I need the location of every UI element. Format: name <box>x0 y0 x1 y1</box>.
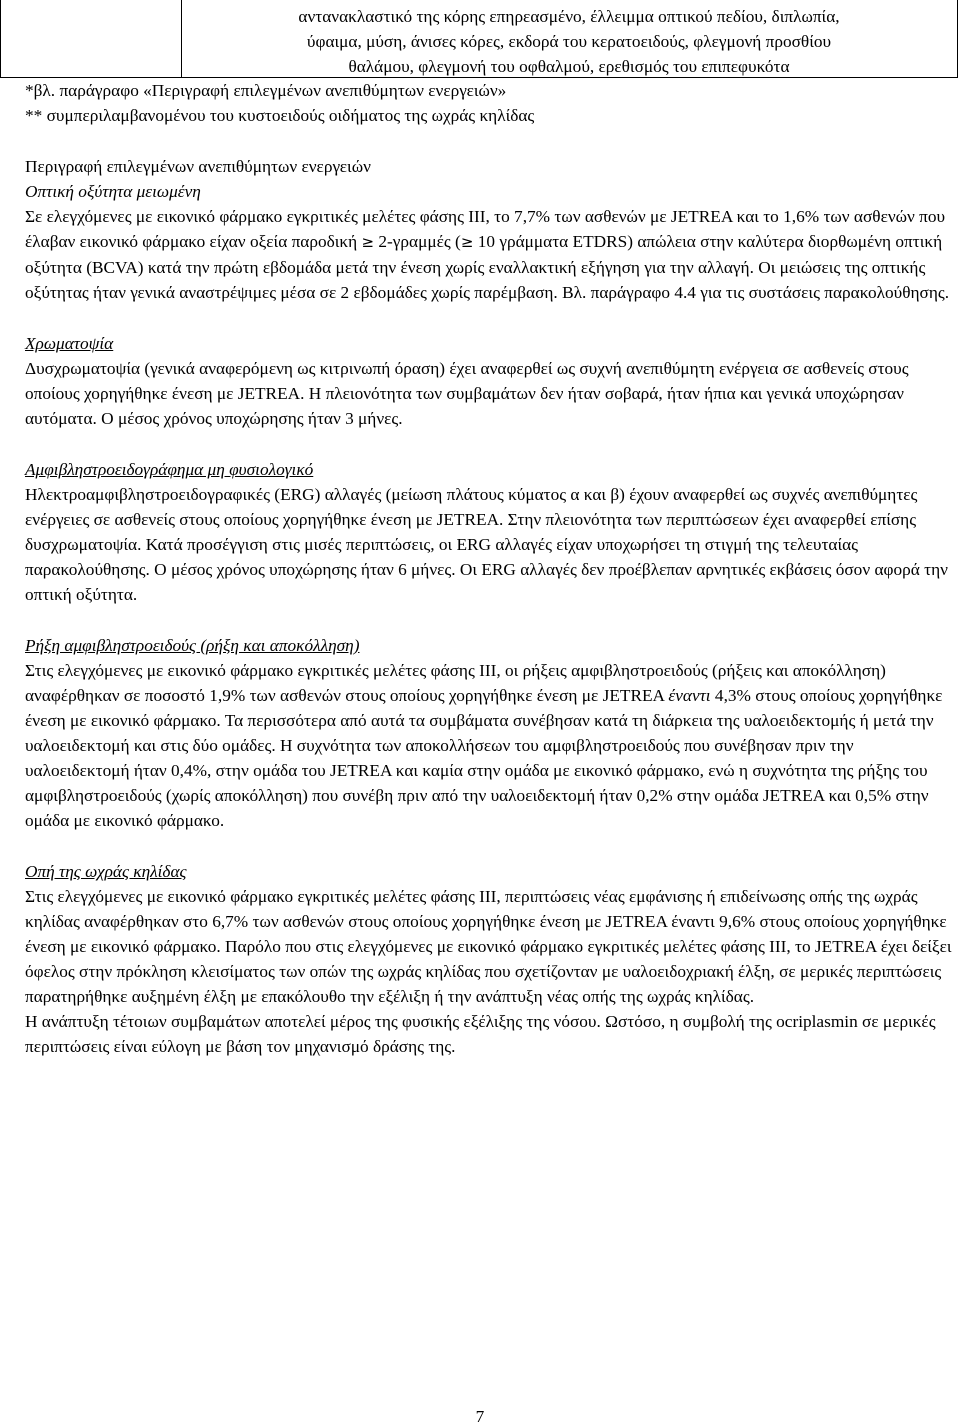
erg-section <box>25 457 957 607</box>
page-number: 7 <box>475 1407 485 1426</box>
visual-acuity-text-1: Σε ελεγχόμενες με εικονικό φάρμακο εγκριτικές μελέτες φάσης ΙΙΙ, το 7,7% των ασθενών με JETREA και το 1,6% των ασθενών που έλαβαν εικονικό φάρμακο είχαν οξεία παροδική <box>25 207 946 251</box>
visual-acuity-text-2: 2-γραμμές ( <box>374 232 461 251</box>
erg-title: Αμφιβληστροειδογράφημα μη φυσιολογικό <box>25 460 314 479</box>
visual-acuity-text-3: 10 γράμματα ETDRS) απώλεια στην καλύτερα διορθωμένη οπτική οξύτητα (BCVA) κατά την πρώτη εβδομάδα μετά την ένεση χωρίς εναλλακτική εξήγηση για την αλλαγή. Οι μειώσεις της οπτικής οξύτητας ήταν γενικά αναστρέψιμες μέσα σε 2 εβδομάδες χωρίς παρέμβαση. Βλ. παράγραφο 4.4 για τις συστάσεις παρακολούθησης. <box>25 232 950 302</box>
chromatopsia-title: Χρωματοψία <box>25 334 114 353</box>
document-body <box>25 78 957 1059</box>
footnote-1: *βλ. παράγραφο «Περιγραφή επιλεγμένων ανεπιθύμητων ενεργειών» <box>25 81 507 100</box>
erg-paragraph: Ηλεκτροαμφιβληστροειδογραφικές (ERG) αλλαγές (μείωση πλάτους κύματος α και β) έχουν αναφερθεί ως συχνές ανεπιθύμητες ενέργειες σε ασθενείς στους οποίους χορηγήθηκε ένεση με JETREA. Στην πλειονότητα των περιπτώσεων έχει αναφερθεί επίσης δυσχρωματοψία. Κατά προσέγγιση στις μισές περιπτώσεις, οι ERG αλλαγές είχαν υποχωρήσει τη στιγμή της τελευταίας παρακολούθησης. Ο μέσος χρόνος υποχώρησης ήταν 6 μήνες. Οι ERG αλλαγές δεν προέβλεπαν αρνητικές εκβάσεις όσον αφορά την οπτική οξύτητα. <box>25 485 948 604</box>
greater-equal-symbol: ≥ <box>460 233 474 251</box>
retinal-tear-title: Ρήξη αμφιβληστροειδούς (ρήξη και αποκόλληση) <box>25 636 360 655</box>
chromatopsia-section <box>25 331 957 431</box>
macular-hole-section <box>25 859 957 1059</box>
macular-hole-title: Οπή της ωχράς κηλίδας <box>25 862 187 881</box>
visual-acuity-paragraph <box>25 204 957 305</box>
visual-acuity-title: Οπτική οξύτητα μειωμένη <box>25 182 201 201</box>
retinal-tear-italic: έναντι <box>668 686 711 705</box>
retinal-tear-paragraph <box>25 658 957 833</box>
footnote-2: ** συμπεριλαμβανομένου του κυστοειδούς οιδήματος της ωχράς κηλίδας <box>25 106 535 125</box>
retinal-tear-text-2: 4,3% στους οποίους χορηγήθηκε ένεση με εικονικό φάρμακο. Τα περισσότερα από αυτά τα συμβάματα συνέβησαν κατά τη διάρκεια της υαλοειδεκτομής ή μετά την υαλοειδεκτομή και στις δύο ομάδες. Η συχνότητα των αποκολλήσεων του αμφιβληστροειδούς που συνέβησαν πριν την υαλοειδεκτομή ήταν 0,4%, στην ομάδα του JETREA και καμία στην ομάδα με εικονικό φάρμακο, ενώ η συχνότητα της ρήξης του αμφιβληστροειδούς (χωρίς αποκόλληση) που συνέβη πριν από την υαλοειδεκτομή ήταν 0,2% στην ομάδα JETREA και 0,5% στην ομάδα με εικονικό φάρμακο. <box>25 686 943 830</box>
retinal-tear-text-1: Στις ελεγχόμενες με εικονικό φάρμακο εγκριτικές μελέτες φάσης ΙΙΙ, οι ρήξεις αμφιβληστροειδούς (ρήξεις και αποκόλληση) αναφέρθηκαν σε ποσοστό 1,9% των ασθενών στους οποίους χορηγήθηκε ένεση με JETREA <box>25 661 886 705</box>
chromatopsia-paragraph: Δυσχρωματοψία (γενικά αναφερόμενη ως κιτρινωπή όραση) έχει αναφερθεί ως συχνή ανεπιθύμητη ενέργεια σε ασθενείς στους οποίους χορηγήθηκε ένεση με JETREA. Η πλειονότητα των συμβαμάτων δεν ήταν σοβαρά, ήταν ήπια και γενικά υποχώρησαν αυτόματα. Ο μέσος χρόνος υποχώρησης ήταν 3 μήνες. <box>25 359 909 428</box>
table-cell-line: αντανακλαστικό της κόρης επηρεασμένο, έλλειμμα οπτικού πεδίου, διπλωπία, <box>298 7 840 26</box>
table-cell-line: ύφαιμα, μύση, άνισες κόρες, εκδορά του κερατοειδούς, φλεγμονή προσθίου <box>306 32 832 51</box>
visual-acuity-section <box>25 179 957 305</box>
macular-hole-paragraph-2: Η ανάπτυξη τέτοιων συμβαμάτων αποτελεί μέρος της φυσικής εξέλιξης της νόσου. Ωστόσο, η συμβολή της ocriplasmin σε μερικές περιπτώσεις είναι εύλογη με βάση τον μηχανισμό δράσης της. <box>25 1012 936 1056</box>
retinal-tear-section <box>25 633 957 833</box>
adverse-reactions-table-fragment <box>0 0 958 78</box>
greater-equal-symbol: ≥ <box>361 233 375 251</box>
section-heading: Περιγραφή επιλεγμένων ανεπιθύμητων ενεργειών <box>25 157 371 176</box>
table-cell-line: θαλάμου, φλεγμονή του οφθαλμού, ερεθισμός του επιπεφυκότα <box>348 57 790 76</box>
macular-hole-paragraph-1: Στις ελεγχόμενες με εικονικό φάρμακο εγκριτικές μελέτες φάσης ΙΙΙ, περιπτώσεις νέας εμφάνισης ή επιδείνωσης οπής της ωχράς κηλίδας αναφέρθηκαν στο 6,7% των ασθενών στους οποίους χορηγήθηκε ένεση με JETREA έναντι 9,6% στους οποίους χορηγήθηκε ένεση με εικονικό φάρμακο. Παρόλο που στις ελεγχόμενες με εικονικό φάρμακο εγκριτικές μελέτες φάσης ΙΙΙ, το JETREA έχει δείξει όφελος στην πρόκληση κλεισίματος των οπών της ωχράς κηλίδας που σχετίζονταν με υαλοειδοχριακή έλξη, σε μερικές περιπτώσεις παρατηρήθηκε αυξημένη έλξη με επακόλουθο την εξέλιξη ή την ανάπτυξη νέας οπής της ωχράς κηλίδας. <box>25 887 952 1006</box>
table-column-divider <box>181 0 182 78</box>
table-cell-eye-disorders <box>189 4 949 79</box>
